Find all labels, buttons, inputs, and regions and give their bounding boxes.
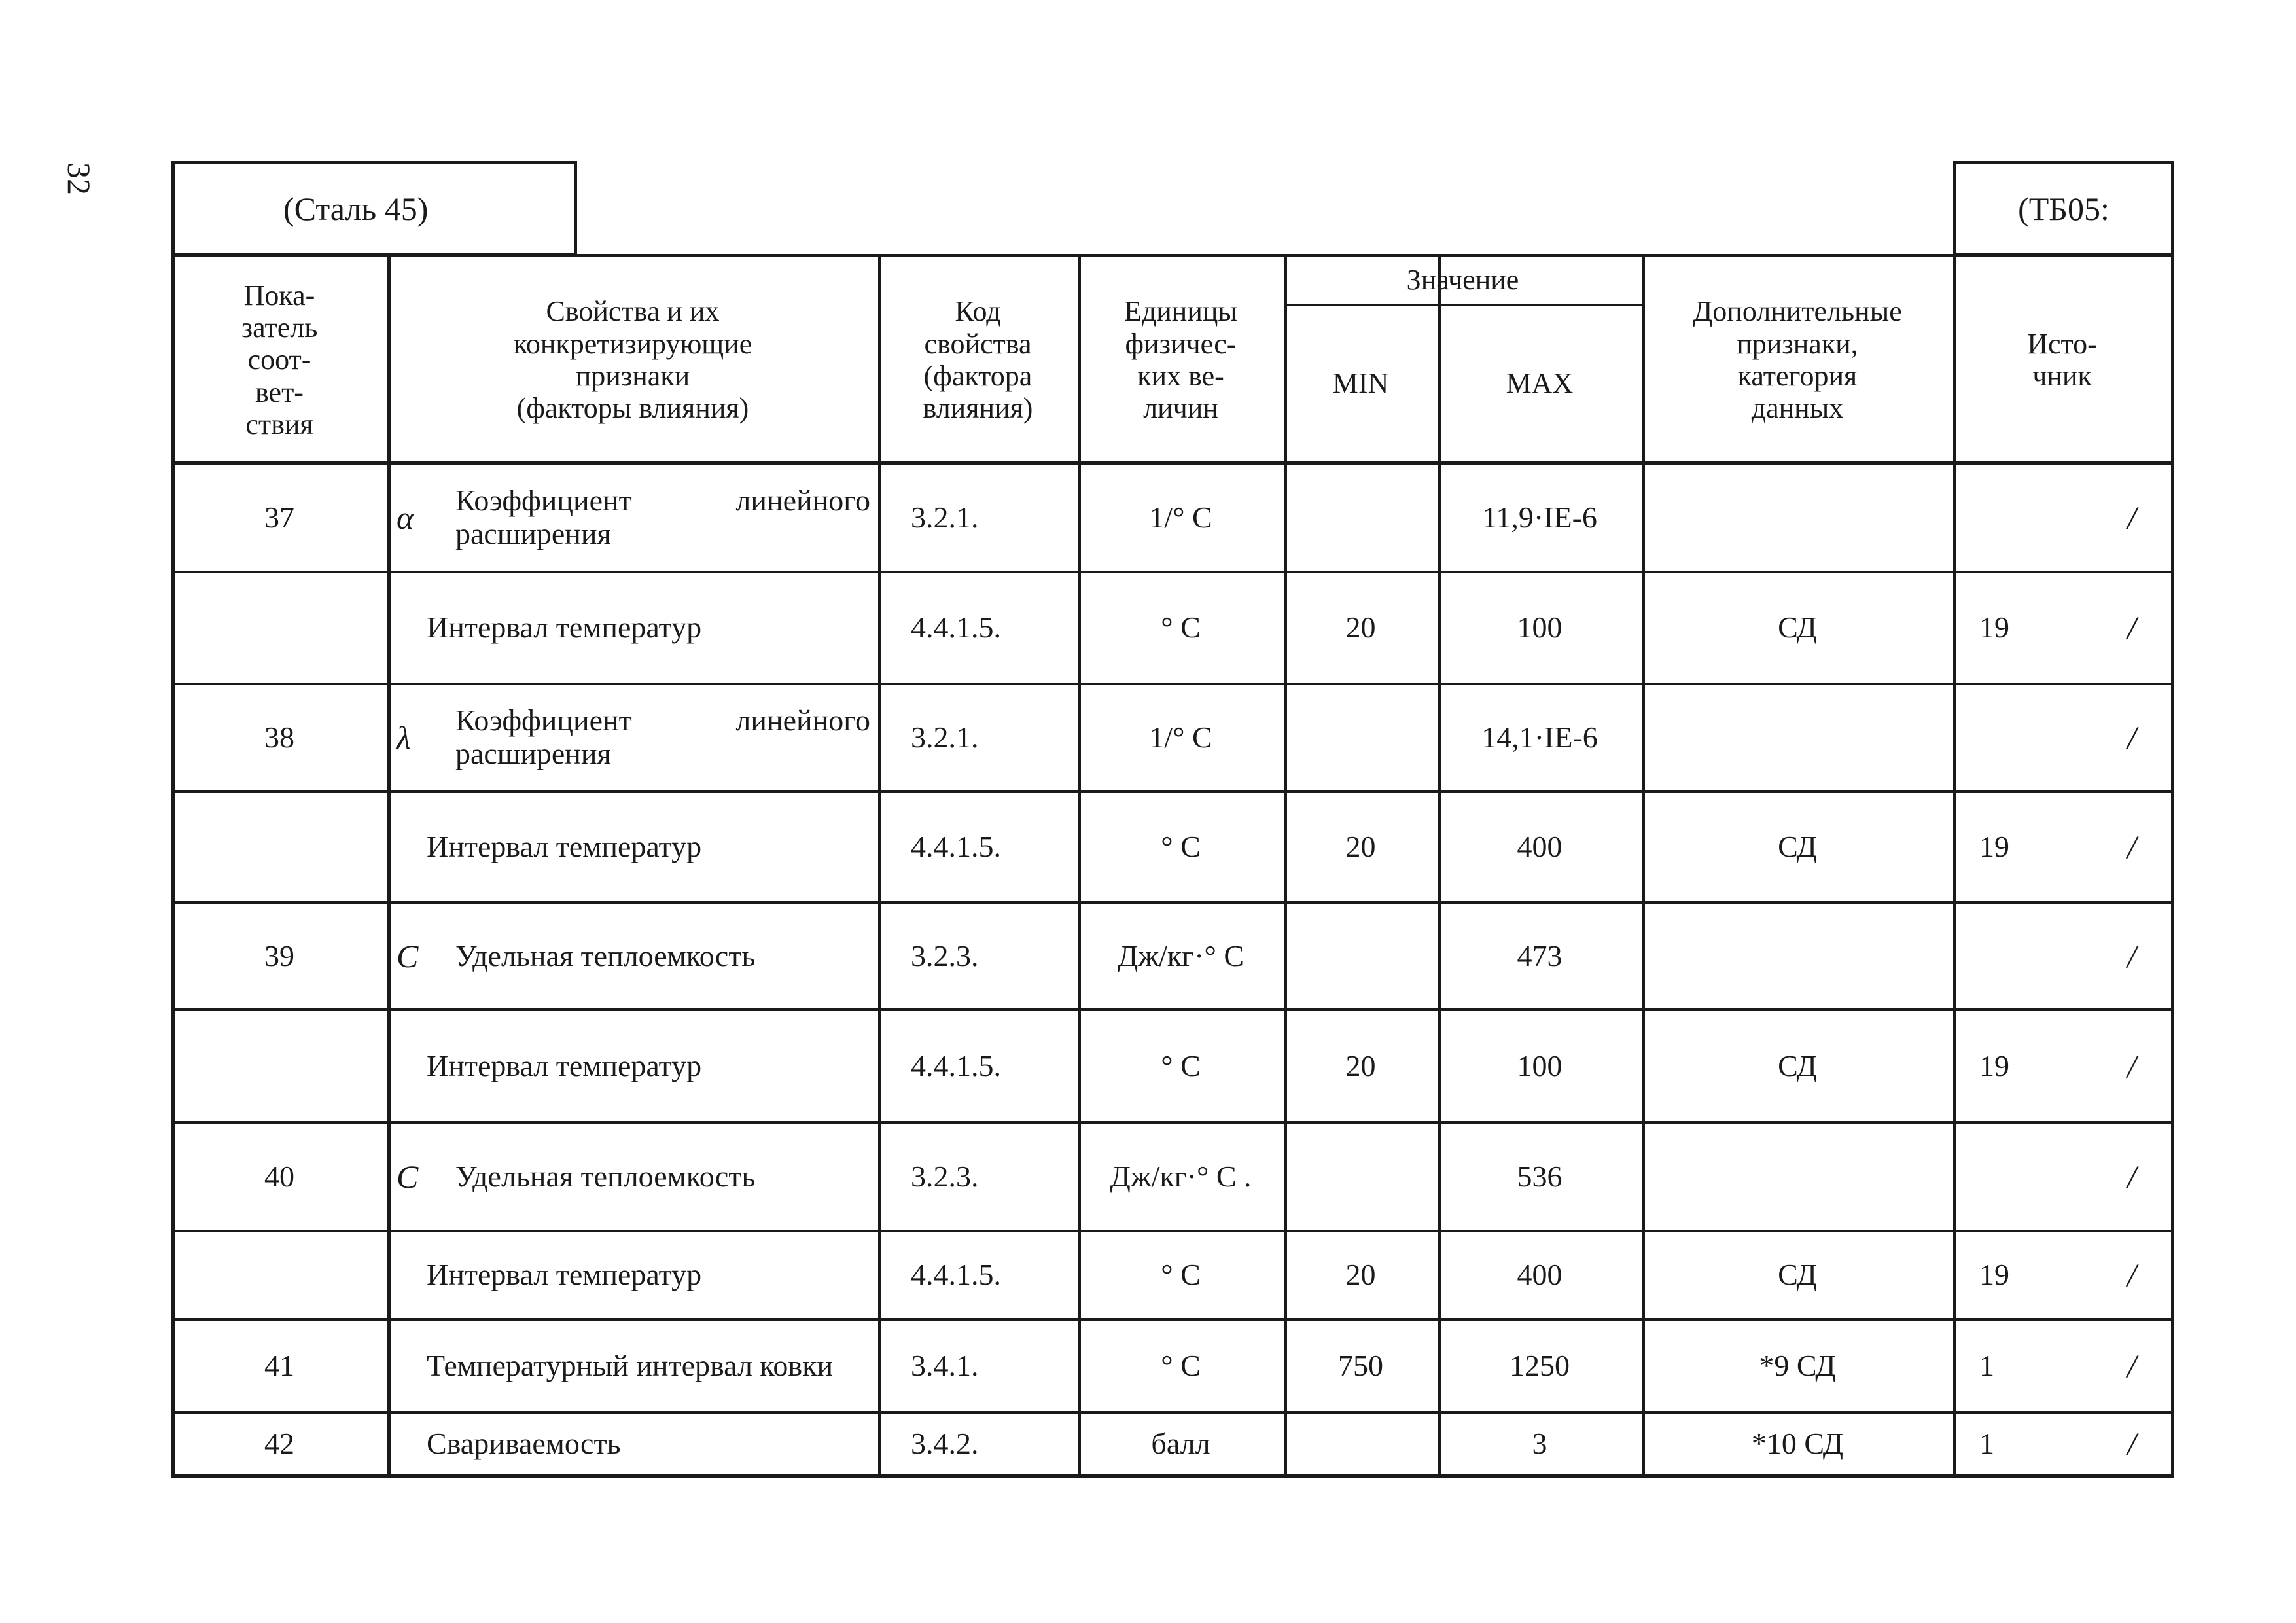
row-indicator: 37 — [264, 500, 294, 534]
row-max: 400 — [1517, 829, 1563, 863]
row-units: ° C — [1161, 611, 1201, 645]
properties-table — [171, 257, 2174, 1475]
row-code: 4.4.1.5. — [911, 1048, 1001, 1082]
property-text: Удельная теплоемкость — [455, 938, 756, 972]
row-extra: СД — [1778, 611, 1817, 645]
property-text: Удельная теплоемкость — [455, 1159, 756, 1193]
row-source: 19 — [1979, 829, 2009, 863]
row-property — [387, 1122, 878, 1231]
row-max: 3 — [1532, 1426, 1547, 1460]
row-max: 11,9·IE-6 — [1482, 500, 1597, 534]
row-min: 20 — [1345, 1258, 1376, 1292]
row-min — [1284, 1412, 1438, 1475]
table-code-box — [1953, 161, 2174, 257]
row-code: 3.2.1. — [911, 500, 979, 534]
row-max: 400 — [1517, 1258, 1563, 1292]
row-property — [387, 1231, 878, 1319]
row-max: 100 — [1517, 1048, 1563, 1082]
property-text: Интервал температур — [427, 829, 702, 863]
row-source: 1 — [1979, 1348, 1994, 1382]
page-number: 32 — [61, 162, 97, 195]
row-property — [387, 902, 878, 1010]
row-min: 20 — [1345, 829, 1376, 863]
row-property — [387, 1010, 878, 1122]
row-min — [1284, 1122, 1438, 1231]
header-extra: Дополнительные признаки, категория данных — [1693, 295, 1902, 425]
property-text: Интервал температур — [427, 611, 702, 645]
row-units: 1/° C — [1149, 500, 1212, 534]
row-units: Дж/кг·° C — [1117, 938, 1245, 972]
property-text: Свариваемость — [427, 1426, 621, 1460]
row-units: 1/° C — [1149, 720, 1212, 754]
row-indicator: 39 — [264, 938, 294, 972]
row-indicator: 40 — [264, 1159, 294, 1193]
row-source: 19 — [1979, 1048, 2009, 1082]
row-slash: / — [2127, 1158, 2136, 1195]
row-min — [1284, 684, 1438, 791]
row-extra — [1642, 684, 1953, 791]
material-box — [171, 161, 577, 257]
row-indicator: 42 — [264, 1426, 294, 1460]
row-property — [387, 684, 878, 791]
row-indicator — [171, 791, 387, 902]
row-units: ° C — [1161, 1258, 1201, 1292]
row-slash: / — [2127, 609, 2136, 646]
material-label: (Сталь 45) — [283, 190, 429, 227]
row-extra — [1642, 1122, 1953, 1231]
property-text: Коэффициент линейного расширения — [455, 484, 870, 550]
row-indicator — [171, 1010, 387, 1122]
row-indicator — [171, 572, 387, 684]
row-units: балл — [1151, 1426, 1210, 1460]
row-extra: *10 СД — [1751, 1426, 1844, 1460]
row-code: 4.4.1.5. — [911, 829, 1001, 863]
row-min: 20 — [1345, 1048, 1376, 1082]
row-code: 3.2.3. — [911, 1159, 979, 1193]
row-max: 1250 — [1510, 1348, 1570, 1382]
header-properties: Свойства и их конкретизирующие признаки (факторы влияния) — [513, 295, 752, 425]
row-units: Дж/кг·° C . — [1110, 1159, 1252, 1193]
row-max: 14,1·IE-6 — [1481, 720, 1598, 754]
row-slash: / — [2127, 1347, 2136, 1384]
row-units: ° C — [1161, 1048, 1201, 1082]
header-code: Код свойства (фактора влияния) — [923, 295, 1033, 425]
header-min: MIN — [1332, 367, 1389, 400]
property-text: Температурный интервал ковки — [427, 1348, 834, 1382]
row-source: 19 — [1979, 1258, 2009, 1292]
row-extra: СД — [1778, 829, 1817, 863]
row-source — [1953, 684, 2093, 791]
row-code: 3.4.2. — [911, 1426, 979, 1460]
row-source: 1 — [1979, 1426, 1994, 1460]
row-max: 100 — [1517, 611, 1563, 645]
row-min — [1284, 902, 1438, 1010]
row-slash: / — [2127, 719, 2136, 756]
row-indicator — [171, 1231, 387, 1319]
row-slash: / — [2127, 1257, 2136, 1293]
row-slash: / — [2127, 937, 2136, 974]
table-code-label: (ТБ05: — [2018, 190, 2110, 227]
header-source: Исто- чник — [2027, 327, 2097, 392]
column-divider — [2171, 257, 2174, 1475]
row-min: 20 — [1345, 611, 1376, 645]
row-slash: / — [2127, 1047, 2136, 1084]
property-text: Коэффициент линейного расширения — [455, 704, 870, 770]
row-units: ° C — [1161, 1348, 1201, 1382]
row-indicator: 38 — [264, 720, 294, 754]
row-slash: / — [2127, 499, 2136, 536]
header-max: MAX — [1506, 367, 1574, 400]
property-symbol: C — [397, 1158, 419, 1195]
row-code: 4.4.1.5. — [911, 1258, 1001, 1292]
row-code: 3.2.3. — [911, 938, 979, 972]
row-property — [387, 791, 878, 902]
property-text: Интервал температур — [427, 1048, 702, 1082]
row-property — [387, 1412, 878, 1475]
row-slash: / — [2127, 828, 2136, 865]
row-property — [387, 1319, 878, 1412]
row-property — [387, 463, 878, 572]
row-extra: *9 СД — [1759, 1348, 1836, 1382]
row-indicator: 41 — [264, 1348, 294, 1382]
property-symbol: C — [397, 937, 419, 974]
row-code: 3.4.1. — [911, 1348, 979, 1382]
row-min — [1284, 463, 1438, 572]
row-units: ° C — [1161, 829, 1201, 863]
row-source — [1953, 902, 2093, 1010]
row-extra: СД — [1778, 1048, 1817, 1082]
row-source — [1953, 1122, 2093, 1231]
header-indicator: Пока- затель соот- вет- ствия — [241, 279, 318, 440]
row-code: 3.2.1. — [911, 720, 979, 754]
property-symbol: λ — [397, 719, 411, 756]
property-text: Интервал температур — [427, 1258, 702, 1292]
row-code: 4.4.1.5. — [911, 611, 1001, 645]
row-max: 536 — [1517, 1159, 1563, 1193]
row-min: 750 — [1338, 1348, 1383, 1382]
header-value: Значение — [1406, 264, 1519, 296]
row-property — [387, 572, 878, 684]
row-extra: СД — [1778, 1258, 1817, 1292]
row-extra — [1642, 463, 1953, 572]
row-source — [1953, 463, 2093, 572]
header-units: Единицы физичес- ких ве- личин — [1123, 295, 1237, 425]
property-symbol: α — [397, 499, 414, 536]
row-max: 473 — [1517, 938, 1563, 972]
row-source: 19 — [1979, 611, 2009, 645]
row-slash: / — [2127, 1425, 2136, 1462]
row-extra — [1642, 902, 1953, 1010]
